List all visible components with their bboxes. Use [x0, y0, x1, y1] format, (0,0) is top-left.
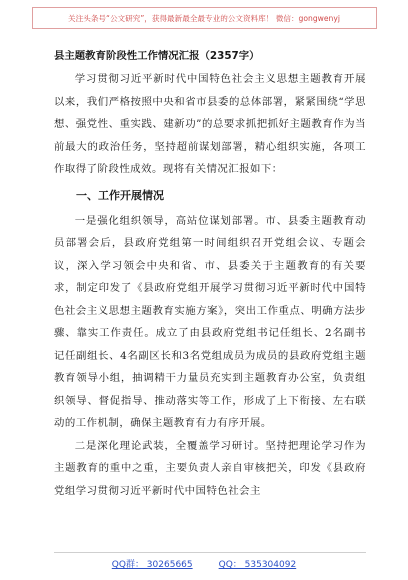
footer — [0, 557, 408, 570]
footer-divider — [54, 552, 366, 553]
paragraph-2: 二是深化理论武装，全覆盖学习研讨。坚持把理论学习作为主题教育的重中之重，主要负责人亲自审核把关，印发《县政府党组学习贯彻习近平新时代中国特色社会主 — [54, 439, 366, 497]
section-heading: 一、工作开展情况 — [76, 188, 164, 202]
paragraph-1: 一是强化组织领导，高站位谋划部署。市、县委主题教育动员部署会后，县政府党组第一时间组织召开党组会议、专题会议，深入学习领会中央和省、市、县委关于主题教育的有关要求，制定印发了《县政府党组开展学习贯彻习近平新时代中国特色社会主义思想主题教育实施方案》，突出工作重点、明确方法步骤、靠实工作责任。成立了由县政府党组书记任组长、2名副书记任副组长、4名副区长和3名党组成员为成员的县政府党组主题教育领导小组，抽调精干力量员充实到主题教育办公室，负责组织领导、督促指导、推动落实等工作，形成了上下衔接、左右联动的工作机制，确保主题教育有力有序开展。 — [54, 214, 366, 429]
footer-qq[interactable]: QQ： 535304092 — [218, 560, 297, 570]
intro-paragraph: 学习贯彻习近平新时代中国特色社会主义思想主题教育开展以来，我们严格按照中央和省市县委的总体部署，紧紧围绕“学思想、强党性、重实践、建新功”的总要求抓把抓好主题教育作为当前最大的政治任务，坚持超前谋划部署，精心组织实施，各项工作取得了阶段性成效。现将有关情况汇报如下： — [54, 73, 366, 175]
document-body — [54, 48, 366, 502]
footer-qq-group[interactable]: QQ群： 30265665 — [111, 560, 193, 570]
document-title: 县主题教育阶段性工作情况汇报（2357字） — [54, 50, 260, 62]
banner-text: 关注头条号“公文研究”，获得最新最全最专业的公文资料库！ 微信：gongwenyj — [32, 7, 377, 29]
header-banner — [0, 4, 408, 32]
